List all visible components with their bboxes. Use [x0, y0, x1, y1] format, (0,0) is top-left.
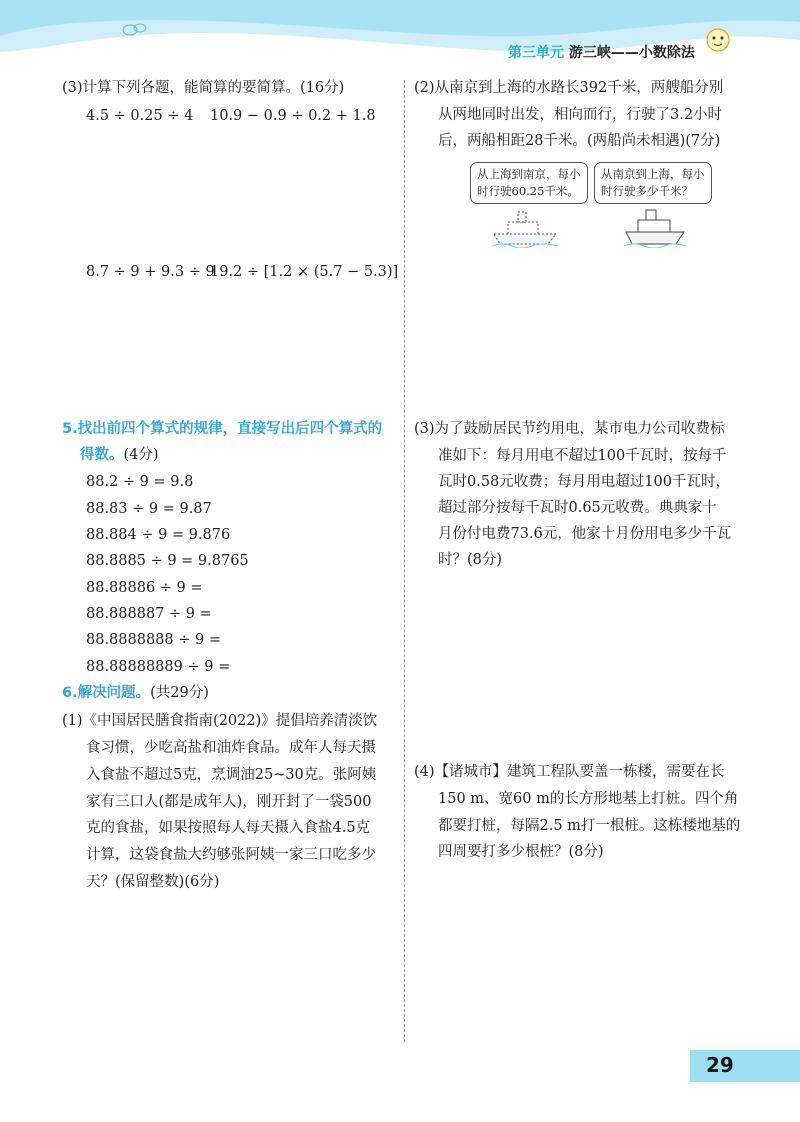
q6-title-text: 6.解决问题。	[62, 685, 151, 701]
bubble-line: 时行驶60.25千米。	[477, 184, 579, 198]
column-divider	[404, 80, 405, 1042]
topic-label: 游三峡——小数除法	[568, 45, 695, 61]
q5-title-text: 得数。	[80, 447, 124, 463]
unit-label: 第三单元	[508, 45, 564, 61]
boat-icon	[622, 206, 688, 248]
q3-title: (3)计算下列各题，能简算的要简算。(16分)	[62, 80, 345, 96]
q6-3-line: 时？(8分)	[438, 552, 503, 568]
expr-2: 10.9 − 0.9 ÷ 0.2 + 1.8	[210, 108, 376, 124]
q6-1-line: 克的食盐，如果按照每人每天摄入食盐4.5克	[86, 820, 371, 836]
q5-points: (4分)	[123, 447, 159, 463]
q6-title	[62, 683, 209, 703]
expr-3: 8.7 ÷ 9 + 9.3 ÷ 9	[86, 264, 215, 280]
q6-2-line: (2)从南京到上海的水路长392千米，两艘船分别	[414, 80, 724, 96]
q6-3-line: 准如下：每月用电不超过100千瓦时，按每千	[438, 448, 727, 464]
speech-bubble-nanjing	[594, 162, 712, 204]
footer-tab	[0, 1046, 800, 1082]
q5-eq-5: 88.88886 ÷ 9 =	[86, 580, 203, 596]
q5-title-line1: 5.找出前四个算式的规律，直接写出后四个算式的	[62, 421, 383, 437]
speech-bubble-shanghai	[470, 162, 588, 204]
q6-1-line: 天？(保留整数)(6分)	[86, 874, 220, 890]
q6-3-line: 月份付电费73.6元，他家十月份用电多少千瓦	[438, 526, 732, 542]
q6-3-line: 瓦时0.58元收费；每月用电超过100千瓦时，	[438, 474, 730, 490]
q5-eq-8: 88.88888889 ÷ 9 =	[86, 659, 231, 675]
q5-eq-6: 88.888887 ÷ 9 =	[86, 606, 212, 622]
q6-3-line: (3)为了鼓励居民节约用电，某市电力公司收费标	[414, 421, 725, 437]
q6-1-line: 食习惯，少吃高盐和油炸食品。成年人每天摄	[86, 740, 376, 756]
bubble-line: 从上海到南京，每小	[477, 167, 581, 181]
page-number: 29	[706, 1053, 734, 1077]
sun-icon	[707, 29, 729, 51]
q5-eq-4: 88.8885 ÷ 9 = 9.8765	[86, 553, 249, 569]
q5-eq-3: 88.884 ÷ 9 = 9.876	[86, 527, 231, 543]
q6-1-line: 入食盐不超过5克，烹调油25~30克。张阿姨	[86, 767, 377, 783]
expr-4: 19.2 ÷ [1.2 × (5.7 − 5.3)]	[210, 264, 399, 280]
q6-3-line: 超过部分按每千瓦时0.65元收费。典典家十	[438, 500, 717, 516]
q6-points: (共29分)	[150, 685, 209, 701]
q6-4-line: 150 m、宽60 m的长方形地基上打桩。四个角	[438, 791, 739, 807]
bubble-line: 从南京到上海，每小	[601, 167, 705, 181]
q6-2-line: 从两地同时出发，相向而行，行驶了3.2小时	[438, 107, 723, 123]
q6-4-line: 都要打桩，每隔2.5 m打一根桩。这栋楼地基的	[438, 818, 741, 834]
q5-eq-1: 88.2 ÷ 9 = 9.8	[86, 474, 194, 490]
q6-1-line: 计算，这袋食盐大约够张阿姨一家三口吃多少	[86, 847, 376, 863]
q5-eq-2: 88.83 ÷ 9 = 9.87	[86, 501, 212, 517]
q6-2-line: 后，两船相距28千米。(两船尚未相遇)(7分)	[438, 133, 721, 149]
q6-1-line: (1)《中国居民膳食指南(2022)》提倡培养清淡饮	[62, 713, 378, 729]
q5-title-line2	[80, 445, 159, 465]
ship-icon	[490, 206, 560, 248]
expr-1: 4.5 ÷ 0.25 ÷ 4	[86, 108, 194, 124]
q6-4-line: 四周要打多少根桩？(8分)	[438, 844, 604, 860]
q6-4-line: (4)【诸城市】建筑工程队要盖一栋楼，需要在长	[414, 764, 725, 780]
q6-1-line: 家有三口人(都是成年人)，刚开封了一袋500	[86, 794, 372, 810]
header-title	[508, 42, 695, 62]
page-header	[0, 0, 800, 70]
q5-eq-7: 88.8888888 ÷ 9 =	[86, 632, 221, 648]
bubble-line: 时行驶多少千米？	[601, 184, 693, 198]
